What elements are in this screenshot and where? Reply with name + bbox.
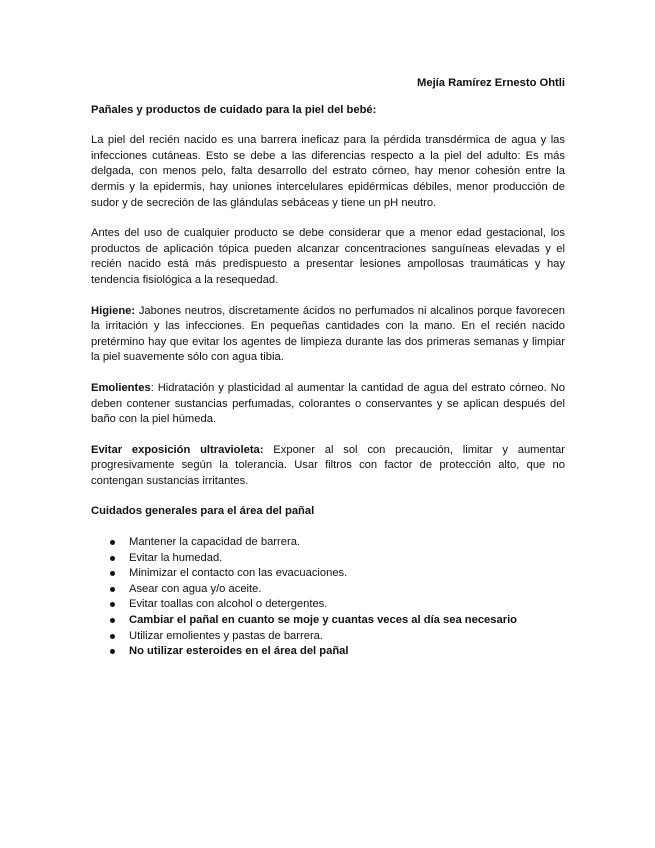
diaper-care-list	[91, 535, 565, 660]
author-name: Mejía Ramírez Ernesto Ohtli	[417, 77, 565, 89]
emollients-label: Emolientes	[91, 381, 151, 394]
list-item	[91, 613, 565, 629]
document-content	[91, 76, 565, 660]
emollients-text: : Hidratación y plasticidad al aumentar la cantidad de agua del estrato córneo. No deben contener sustancias perfumadas, colorantes o conservantes y se aplican después del baño con la piel húmeda.	[91, 381, 565, 426]
paragraph-emollients	[91, 381, 565, 428]
list-item-text: Cambiar el pañal en cuanto se moje y cuantas veces al día sea necesario	[129, 614, 518, 627]
paragraph-hygiene	[91, 304, 565, 366]
list-item	[91, 644, 565, 660]
list-item	[91, 629, 565, 645]
list-item-text: Utilizar emolientes y pastas de barrera.	[129, 629, 324, 642]
bullet-icon	[110, 618, 115, 623]
list-heading: Cuidados generales para el área del pañal	[91, 505, 315, 518]
list-item-text: Minimizar el contacto con las evacuaciones.	[129, 567, 348, 580]
bullet-icon	[110, 571, 115, 576]
bullet-icon	[110, 634, 115, 639]
paragraph-uv-exposure	[91, 443, 565, 490]
paragraph-skin-barrier: La piel del recién nacido es una barrera ineficaz para la pérdida transdérmica de agua y las infecciones cutáneas. Esto se debe a las diferencias respecto a la piel del adulto: Es más delgada, con menos pelo, falta desarrollo del estrato córneo, hay menor cohesión entre la dermis y la epidermis, hay uniones intercelulares epidérmicas débiles, menor producción de sudor y de secreción de las glándulas sebáceas y tiene un pH neutro.	[91, 134, 565, 209]
paragraph-product-precautions: Antes del uso de cualquier producto se debe considerar que a menor edad gestacional, los productos de aplicación tópica pueden alcanzar concentraciones sanguíneas elevadas y el recién nacido está más predispuesto a presentar lesiones ampollosas traumáticas y hay tendencia fisiológica a la resequedad.	[91, 227, 565, 286]
list-item-text: Asear con agua y/o aceite.	[129, 582, 262, 595]
bullet-icon	[110, 587, 115, 592]
list-item	[91, 535, 565, 551]
list-item-text: Evitar la humedad.	[129, 551, 223, 564]
bullet-icon	[110, 556, 115, 561]
bullet-icon	[110, 540, 115, 545]
list-item	[91, 582, 565, 598]
bullet-icon	[110, 602, 115, 607]
bullet-icon	[110, 649, 115, 654]
document-title: Pañales y productos de cuidado para la piel del bebé:	[91, 103, 377, 116]
list-item	[91, 566, 565, 582]
hygiene-text: Jabones neutros, discretamente ácidos no perfumados ni alcalinos porque favorecen la irritación y las infecciones. En pequeñas cantidades con la mano. En el recién nacido pretérmino hay que evitar los agentes de limpieza durante las dos primeras semanas y limpiar la piel suavemente sólo con agua tibia.	[91, 304, 565, 364]
hygiene-label: Higiene:	[91, 304, 136, 317]
uv-text: Exponer al sol con precaución, limitar y aumentar progresivamente según la tolerancia. Usar filtros con factor de protección alto, que no contengan sustancias irritantes.	[91, 443, 565, 487]
list-item-text: No utilizar esteroides en el área del pañal	[129, 645, 349, 658]
list-item-text: Mantener la capacidad de barrera.	[129, 536, 301, 549]
list-item	[91, 597, 565, 613]
list-item	[91, 551, 565, 567]
uv-label: Evitar exposición ultravioleta:	[91, 443, 264, 456]
list-item-text: Evitar toallas con alcohol o detergentes.	[129, 598, 328, 611]
